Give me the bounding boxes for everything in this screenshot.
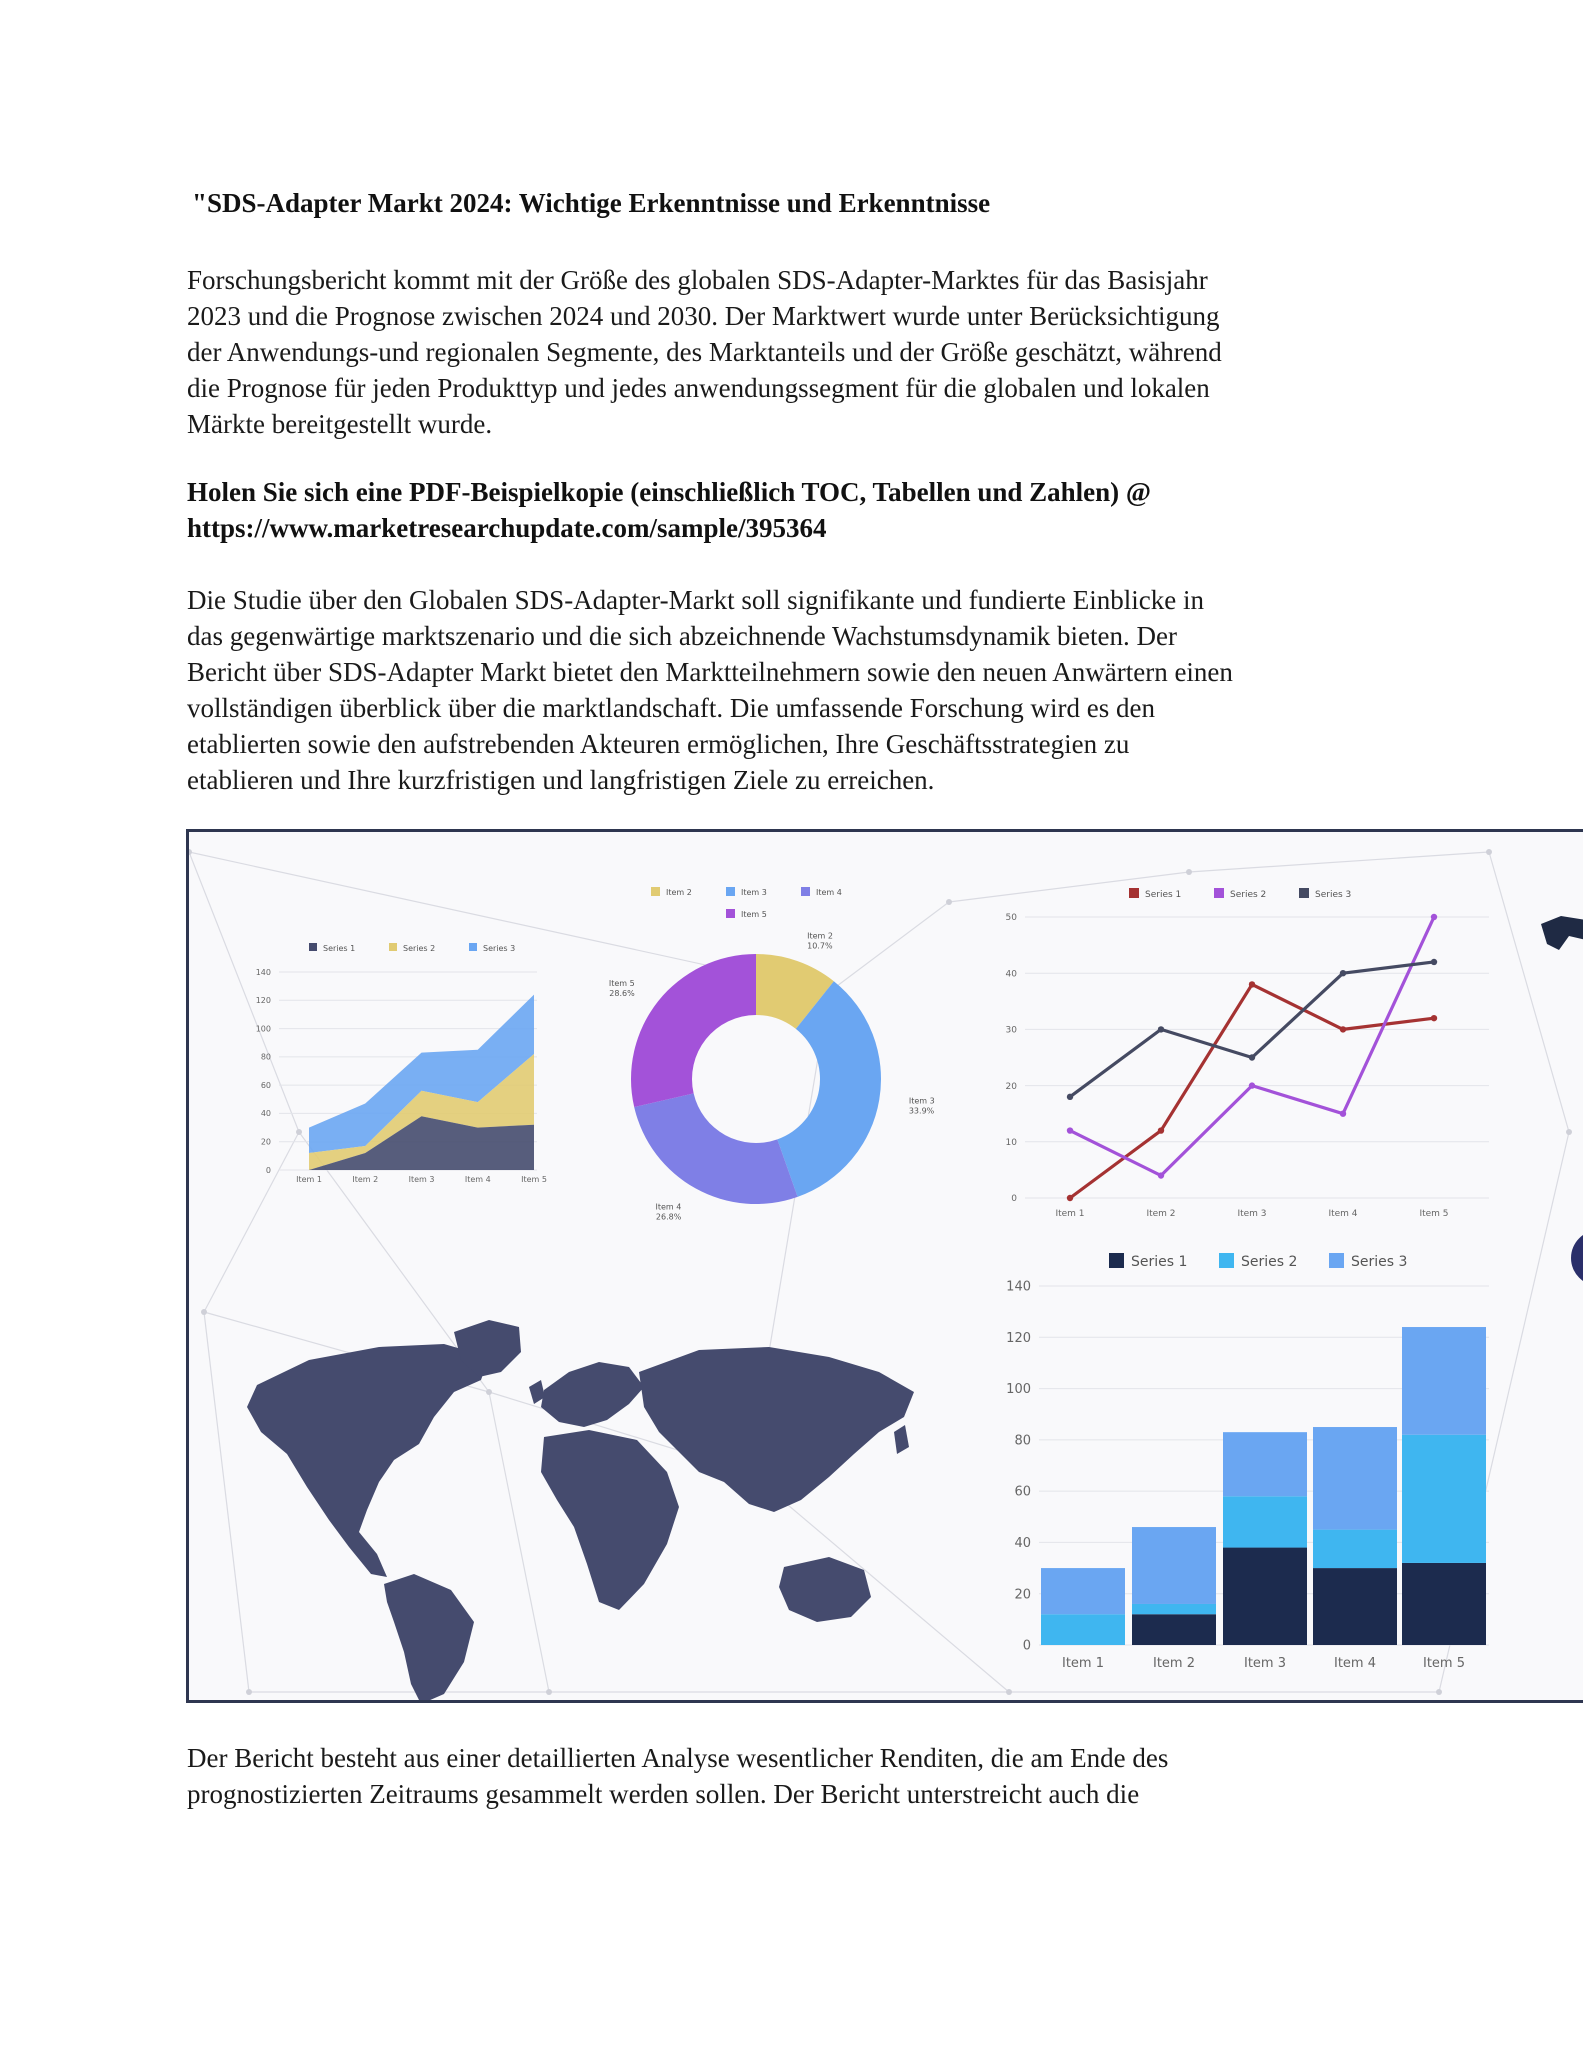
y-tick-label: 10 (1005, 1137, 1017, 1148)
legend-swatch (469, 943, 477, 951)
y-tick-label: 80 (1014, 1433, 1031, 1449)
intro-paragraph (187, 262, 1222, 442)
bar-segment-series-2 (1313, 1530, 1397, 1568)
area-chart (256, 943, 547, 1184)
study-paragraph (187, 582, 1233, 798)
network-node (946, 899, 952, 905)
y-tick-label: 30 (1005, 1025, 1017, 1036)
text-line: Forschungsbericht kommt mit der Größe des globalen SDS-Adapter-Marktes für das Basisjahr (187, 265, 1208, 295)
continent-asia (639, 1347, 914, 1512)
x-tick-label: Item 5 (521, 1175, 547, 1184)
legend-swatch (1129, 888, 1139, 898)
network-node (1486, 849, 1492, 855)
y-tick-label: 20 (1014, 1587, 1031, 1603)
donut-slice-item-4 (634, 1093, 797, 1204)
legend-swatch (1219, 1253, 1234, 1268)
line-series-2 (1070, 917, 1434, 1176)
text-line: vollständigen überblick über die marktlandschaft. Die umfassende Forschung wird es den (187, 693, 1155, 723)
line-series-1 (1070, 984, 1434, 1198)
text-line: prognostizierten Zeitraums gesammelt werden sollen. Der Bericht unterstreicht auch die (187, 1779, 1140, 1809)
slice-label: Item 3 (908, 1096, 935, 1106)
text-line: 2023 und die Prognose zwischen 2024 und 2030. Der Marktwert wurde unter Berücksichtigung (187, 301, 1220, 331)
y-tick-label: 40 (260, 1109, 271, 1119)
line-point (1249, 1054, 1255, 1060)
legend-swatch (1214, 888, 1224, 898)
page-title: "SDS-Adapter Markt 2024: Wichtige Erkenntnisse und Erkenntnisse (192, 188, 991, 218)
continent-australia (779, 1557, 871, 1622)
line-point (1431, 1015, 1437, 1021)
text-line: Die Studie über den Globalen SDS-Adapter-Markt soll signifikante und fundierte Einblicke in (187, 585, 1204, 615)
line-point (1158, 1026, 1164, 1032)
legend-label: Item 4 (816, 888, 842, 897)
x-tick-label: Item 4 (464, 1175, 491, 1184)
island-japan (894, 1425, 909, 1454)
logo-mark (1541, 916, 1583, 950)
text-line: die Prognose für jeden Produkttyp und jedes anwendungssegment für die globalen und lokalen (187, 373, 1210, 403)
bar-segment-series-1 (1223, 1548, 1307, 1645)
network-node (1436, 1689, 1442, 1695)
continent-north-america (247, 1344, 489, 1577)
x-tick-label: Item 1 (1062, 1656, 1104, 1671)
market-infographic (186, 829, 1583, 1703)
slice-value-label: 33.9% (908, 1106, 935, 1116)
line-point (1067, 1127, 1073, 1133)
text-line: der Anwendungs-und regionalen Segmente, des Marktanteils und der Größe geschätzt, während (187, 337, 1222, 367)
continent-south-america (384, 1574, 474, 1703)
text-line: Der Bericht besteht aus einer detaillierten Analyse wesentlicher Renditen, die am Ende des (187, 1743, 1169, 1773)
sample-request-paragraph (187, 474, 1151, 546)
bar-segment-series-2 (1132, 1604, 1216, 1614)
bar-segment-series-1 (1313, 1568, 1397, 1645)
x-tick-label: Item 1 (296, 1175, 322, 1184)
x-tick-label: Item 5 (1423, 1656, 1465, 1671)
bar-segment-series-3 (1313, 1427, 1397, 1530)
legend-swatch (726, 909, 735, 918)
line-chart (1006, 888, 1489, 1219)
legend-label: Series 2 (1241, 1254, 1298, 1270)
line-point (1340, 1111, 1346, 1117)
x-tick-label: Item 1 (1055, 1209, 1085, 1219)
x-tick-label: Item 4 (1328, 1209, 1358, 1219)
text-line: etablierten sowie den aufstrebenden Akteuren ermöglichen, Ihre Geschäftsstrategien zu (187, 729, 1130, 759)
edge-decoration (1541, 916, 1583, 1286)
bar-segment-series-2 (1041, 1614, 1125, 1645)
y-tick-label: 0 (265, 1165, 271, 1175)
x-tick-label: Item 3 (1237, 1209, 1267, 1219)
bar-segment-series-1 (1402, 1563, 1486, 1645)
legend-label: Item 3 (741, 888, 767, 897)
legend-swatch (389, 943, 397, 951)
network-link (189, 852, 299, 1132)
y-tick-label: 140 (255, 967, 271, 977)
bar-segment-series-2 (1402, 1435, 1486, 1563)
slice-label: Item 5 (608, 979, 635, 989)
line-point (1158, 1127, 1164, 1133)
y-tick-label: 50 (1005, 913, 1017, 924)
bar-segment-series-3 (1402, 1327, 1486, 1435)
network-node (486, 1389, 492, 1395)
donut-chart (609, 887, 935, 1222)
network-link (489, 1392, 549, 1692)
y-tick-label: 0 (1022, 1638, 1031, 1654)
y-tick-label: 60 (260, 1080, 271, 1090)
line-point (1067, 1094, 1073, 1100)
slice-value-label: 28.6% (609, 989, 635, 999)
legend-label: Series 3 (1351, 1254, 1408, 1270)
x-tick-label: Item 2 (1153, 1656, 1195, 1671)
line-point (1249, 981, 1255, 987)
network-link (1489, 852, 1569, 1132)
line-point (1158, 1172, 1164, 1178)
stacked-bar-chart (1006, 1253, 1489, 1671)
line-point (1067, 1195, 1073, 1201)
x-tick-label: Item 3 (1244, 1656, 1286, 1671)
text-line: das gegenwärtige marktszenario und die sich abzeichnende Wachstumsdynamik bieten. Der (187, 621, 1177, 651)
infographic-canvas (189, 832, 1583, 1703)
bar-segment-series-3 (1132, 1527, 1216, 1604)
legend-label: Series 3 (483, 944, 516, 953)
legend-swatch (1299, 888, 1309, 898)
legend-swatch (1329, 1253, 1344, 1268)
y-tick-label: 20 (260, 1137, 271, 1147)
donut-slice-item-5 (631, 954, 756, 1107)
legend-label: Series 1 (1145, 890, 1182, 900)
network-node (546, 1689, 552, 1695)
legend-label: Series 1 (323, 944, 356, 953)
bar-segment-series-3 (1041, 1568, 1125, 1614)
line-point (1340, 970, 1346, 976)
decorative-circle (1571, 1230, 1583, 1286)
network-link (829, 902, 949, 992)
x-tick-label: Item 4 (1334, 1656, 1376, 1671)
bar-segment-series-1 (1132, 1614, 1216, 1645)
y-tick-label: 100 (1006, 1382, 1031, 1398)
x-tick-label: Item 2 (352, 1175, 379, 1184)
world-map (247, 1320, 914, 1703)
bar-segment-series-3 (1223, 1432, 1307, 1496)
legend-label: Item 5 (741, 910, 767, 919)
slice-value-label: 10.7% (807, 941, 833, 951)
network-link (1189, 852, 1489, 872)
line-point (1431, 914, 1437, 920)
network-node (1566, 1129, 1572, 1135)
y-tick-label: 80 (260, 1052, 271, 1062)
y-tick-label: 0 (1011, 1194, 1017, 1205)
y-tick-label: 60 (1014, 1484, 1031, 1500)
network-link (204, 1132, 299, 1312)
y-tick-label: 100 (255, 1024, 271, 1034)
legend-label: Series 3 (1315, 890, 1352, 900)
line-point (1431, 959, 1437, 965)
x-tick-label: Item 3 (408, 1175, 435, 1184)
y-tick-label: 120 (1006, 1330, 1031, 1346)
y-tick-label: 20 (1005, 1081, 1017, 1092)
slice-value-label: 26.8% (655, 1212, 682, 1222)
network-node (296, 1129, 302, 1135)
sample-link[interactable]: https://www.marketresearchupdate.com/sample/395364 (187, 513, 827, 543)
legend-swatch (801, 887, 810, 896)
legend-swatch (309, 943, 317, 951)
network-node (201, 1309, 207, 1315)
legend-label: Series 2 (403, 944, 436, 953)
network-node (189, 849, 192, 855)
text-line: Holen Sie sich eine PDF-Beispielkopie (einschließlich TOC, Tabellen und Zahlen) @ (187, 477, 1152, 507)
line-point (1340, 1026, 1346, 1032)
bar-segment-series-2 (1223, 1496, 1307, 1547)
x-tick-label: Item 5 (1419, 1209, 1449, 1219)
line-point (1249, 1082, 1255, 1088)
network-node (246, 1689, 252, 1695)
network-node (1006, 1689, 1012, 1695)
slice-label: Item 4 (655, 1202, 682, 1212)
text-line: Bericht über SDS-Adapter Markt bietet den Marktteilnehmern sowie den neuen Anwärtern einen (187, 657, 1233, 687)
legend-swatch (1109, 1253, 1124, 1268)
text-line: Märkte bereitgestellt wurde. (187, 409, 493, 439)
y-tick-label: 120 (255, 996, 271, 1006)
network-link (204, 1312, 249, 1692)
slice-label: Item 2 (807, 931, 833, 941)
network-node (1186, 869, 1192, 875)
y-tick-label: 140 (1006, 1279, 1031, 1295)
legend-swatch (651, 887, 660, 896)
closing-paragraph (187, 1740, 1168, 1812)
y-tick-label: 40 (1005, 969, 1017, 980)
legend-label: Series 2 (1230, 890, 1267, 900)
continent-africa (541, 1430, 679, 1610)
legend-label: Item 2 (666, 888, 692, 897)
y-tick-label: 40 (1014, 1535, 1031, 1551)
x-tick-label: Item 2 (1146, 1209, 1176, 1219)
legend-label: Series 1 (1131, 1254, 1188, 1270)
continent-europe (541, 1362, 644, 1427)
text-line: etablieren und Ihre kurzfristigen und langfristigen Ziele zu erreichen. (187, 765, 935, 795)
legend-swatch (726, 887, 735, 896)
